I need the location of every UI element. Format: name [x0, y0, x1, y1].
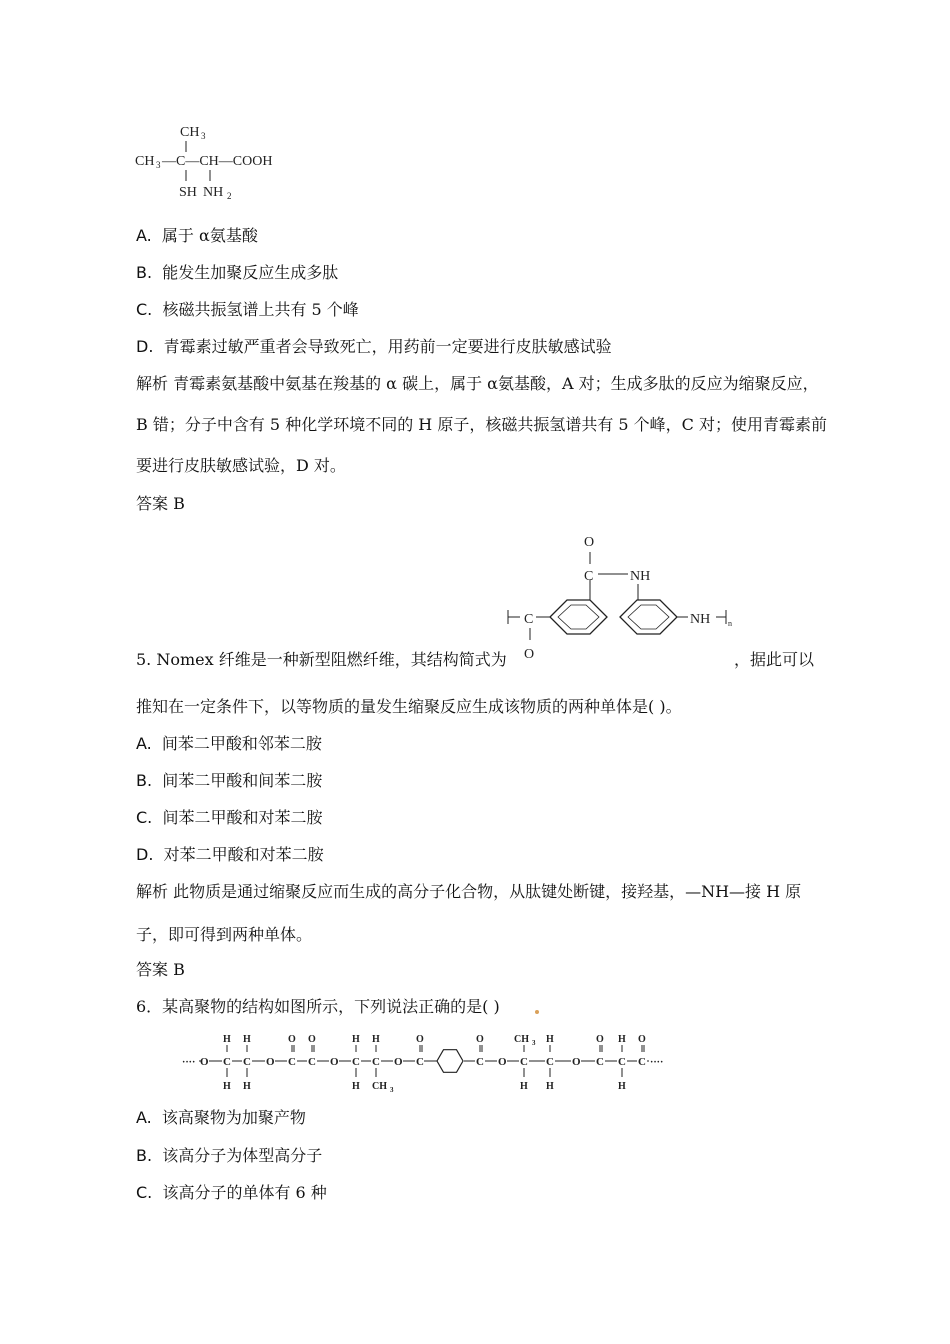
q4-analysis-line-1: 解析 青霉素氨基酸中氨基在羧基的 α 碳上，属于 α氨基酸，A 对；生成多肽的反应为缩聚反应， [136, 374, 819, 393]
q5-option-d: D. 对苯二甲酸和对苯二胺 [136, 845, 324, 864]
substituent-h: H [546, 1081, 554, 1092]
q6-option-b: B. 该高分子为体型高分子 [136, 1146, 323, 1165]
substituent-ch3: CH [514, 1034, 529, 1045]
q4-option-d: D. 青霉素过敏严重者会导致死亡，用药前一定要进行皮肤敏感试验 [136, 337, 612, 356]
q5-analysis-line-2: 子，即可得到两种单体。 [136, 925, 313, 944]
q4-analysis-line-3: 要进行皮肤敏感试验，D 对。 [136, 456, 346, 475]
backbone-atom: O [266, 1056, 275, 1068]
q4-main-chain: —C—CH—COOH [162, 154, 273, 169]
q6-option-a: A. 该高聚物为加聚产物 [136, 1108, 306, 1127]
substituent-h: H [546, 1034, 554, 1045]
stray-mark [535, 1010, 539, 1014]
substituent-o: O [416, 1034, 424, 1045]
q5-option-c: C. 间苯二甲酸和对苯二胺 [136, 808, 323, 827]
q4-option-c: C. 核磁共振氢谱上共有 5 个峰 [136, 300, 359, 319]
q4-ch3-top-sub: 3 [201, 131, 206, 141]
chain-continuation: ···· [182, 1057, 196, 1068]
backbone-atom: C [223, 1056, 231, 1068]
q5-stem-line-2: 推知在一定条件下，以等物质的量发生缩聚反应生成该物质的两种单体是( )。 [136, 697, 682, 716]
backbone-atom: C [352, 1056, 360, 1068]
substituent-o: O [308, 1034, 316, 1045]
q6-structure [180, 1030, 664, 1098]
q4-option-a: A. 属于 α氨基酸 [136, 226, 258, 245]
substituent-ch3: CH [372, 1081, 387, 1092]
substituent-h: H [352, 1081, 360, 1092]
backbone-atom: O [572, 1056, 581, 1068]
substituent-h: H [618, 1081, 626, 1092]
substituent-ch3-sub: 3 [390, 1086, 394, 1094]
q5-stem-line-1-tail: ，据此可以 [734, 650, 815, 669]
chain-continuation: ···· [650, 1057, 664, 1068]
q5-structure [500, 528, 750, 668]
backbone-atom: O [330, 1056, 339, 1068]
substituent-h: H [243, 1081, 251, 1092]
q4-ch3-left: CH [135, 154, 155, 169]
backbone-atom: C [243, 1056, 251, 1068]
backbone-atom: C [520, 1056, 528, 1068]
q5-option-a: A. 间苯二甲酸和邻苯二胺 [136, 734, 322, 753]
q4-analysis-line-2: B 错；分子中含有 5 种化学环境不同的 H 原子，核磁共振氢谱共有 5 个峰，C 对；使用青霉素前 [136, 415, 828, 434]
substituent-h: H [352, 1034, 360, 1045]
q5-o-top: O [584, 535, 595, 550]
q6-stem: 6．某高聚物的结构如图所示，下列说法正确的是( ) [136, 997, 500, 1016]
substituent-h: H [372, 1034, 380, 1045]
backbone-atom: C [596, 1056, 604, 1068]
q5-nh-top: NH [630, 569, 651, 584]
backbone-atom: C [618, 1056, 626, 1068]
backbone-atom: C [372, 1056, 380, 1068]
benzene-ring [437, 1050, 463, 1073]
q4-nh2-sub: 2 [227, 191, 232, 201]
q5-answer: 答案 B [136, 960, 185, 979]
q4-ch3-top: CH [180, 125, 200, 140]
q4-ch3-left-sub: 3 [156, 160, 161, 170]
q6-option-c: C. 该高分子的单体有 6 种 [136, 1183, 327, 1202]
q4-nh2: NH [203, 185, 224, 200]
q5-analysis-line-1: 解析 此物质是通过缩聚反应而生成的高分子化合物，从肽键处断键，接羟基，—NH—接 H 原 [136, 882, 802, 901]
q5-nh-right: NH [690, 612, 711, 627]
backbone-atom: C [288, 1056, 296, 1068]
q5-c-top: C [584, 569, 594, 584]
substituent-h: H [223, 1034, 231, 1045]
backbone-atom: C [546, 1056, 554, 1068]
backbone-atom: O [498, 1056, 507, 1068]
backbone-atom: C [638, 1056, 646, 1068]
q4-sh: SH [179, 185, 197, 200]
substituent-h: H [223, 1081, 231, 1092]
backbone-atom: C [416, 1056, 424, 1068]
substituent-o: O [476, 1034, 484, 1045]
backbone-atom: C [476, 1056, 484, 1068]
q5-o-bottom: O [524, 647, 535, 662]
substituent-o: O [596, 1034, 604, 1045]
substituent-o: O [288, 1034, 296, 1045]
q4-structure [130, 118, 300, 208]
substituent-h: H [520, 1081, 528, 1092]
backbone-atom: O [200, 1056, 209, 1068]
substituent-ch3-sub: 3 [532, 1039, 536, 1047]
q5-c-left: C [524, 612, 534, 627]
q5-option-b: B. 间苯二甲酸和间苯二胺 [136, 771, 323, 790]
backbone-atom: O [394, 1056, 403, 1068]
substituent-o: O [638, 1034, 646, 1045]
backbone-atom: C [308, 1056, 316, 1068]
q4-option-b: B. 能发生加聚反应生成多肽 [136, 263, 339, 282]
q4-answer: 答案 B [136, 494, 185, 513]
substituent-h: H [618, 1034, 626, 1045]
q5-n-sub: n [728, 619, 732, 628]
q5-stem-line-1: 5. Nomex 纤维是一种新型阻燃纤维，其结构简式为 [136, 650, 507, 669]
substituent-h: H [243, 1034, 251, 1045]
